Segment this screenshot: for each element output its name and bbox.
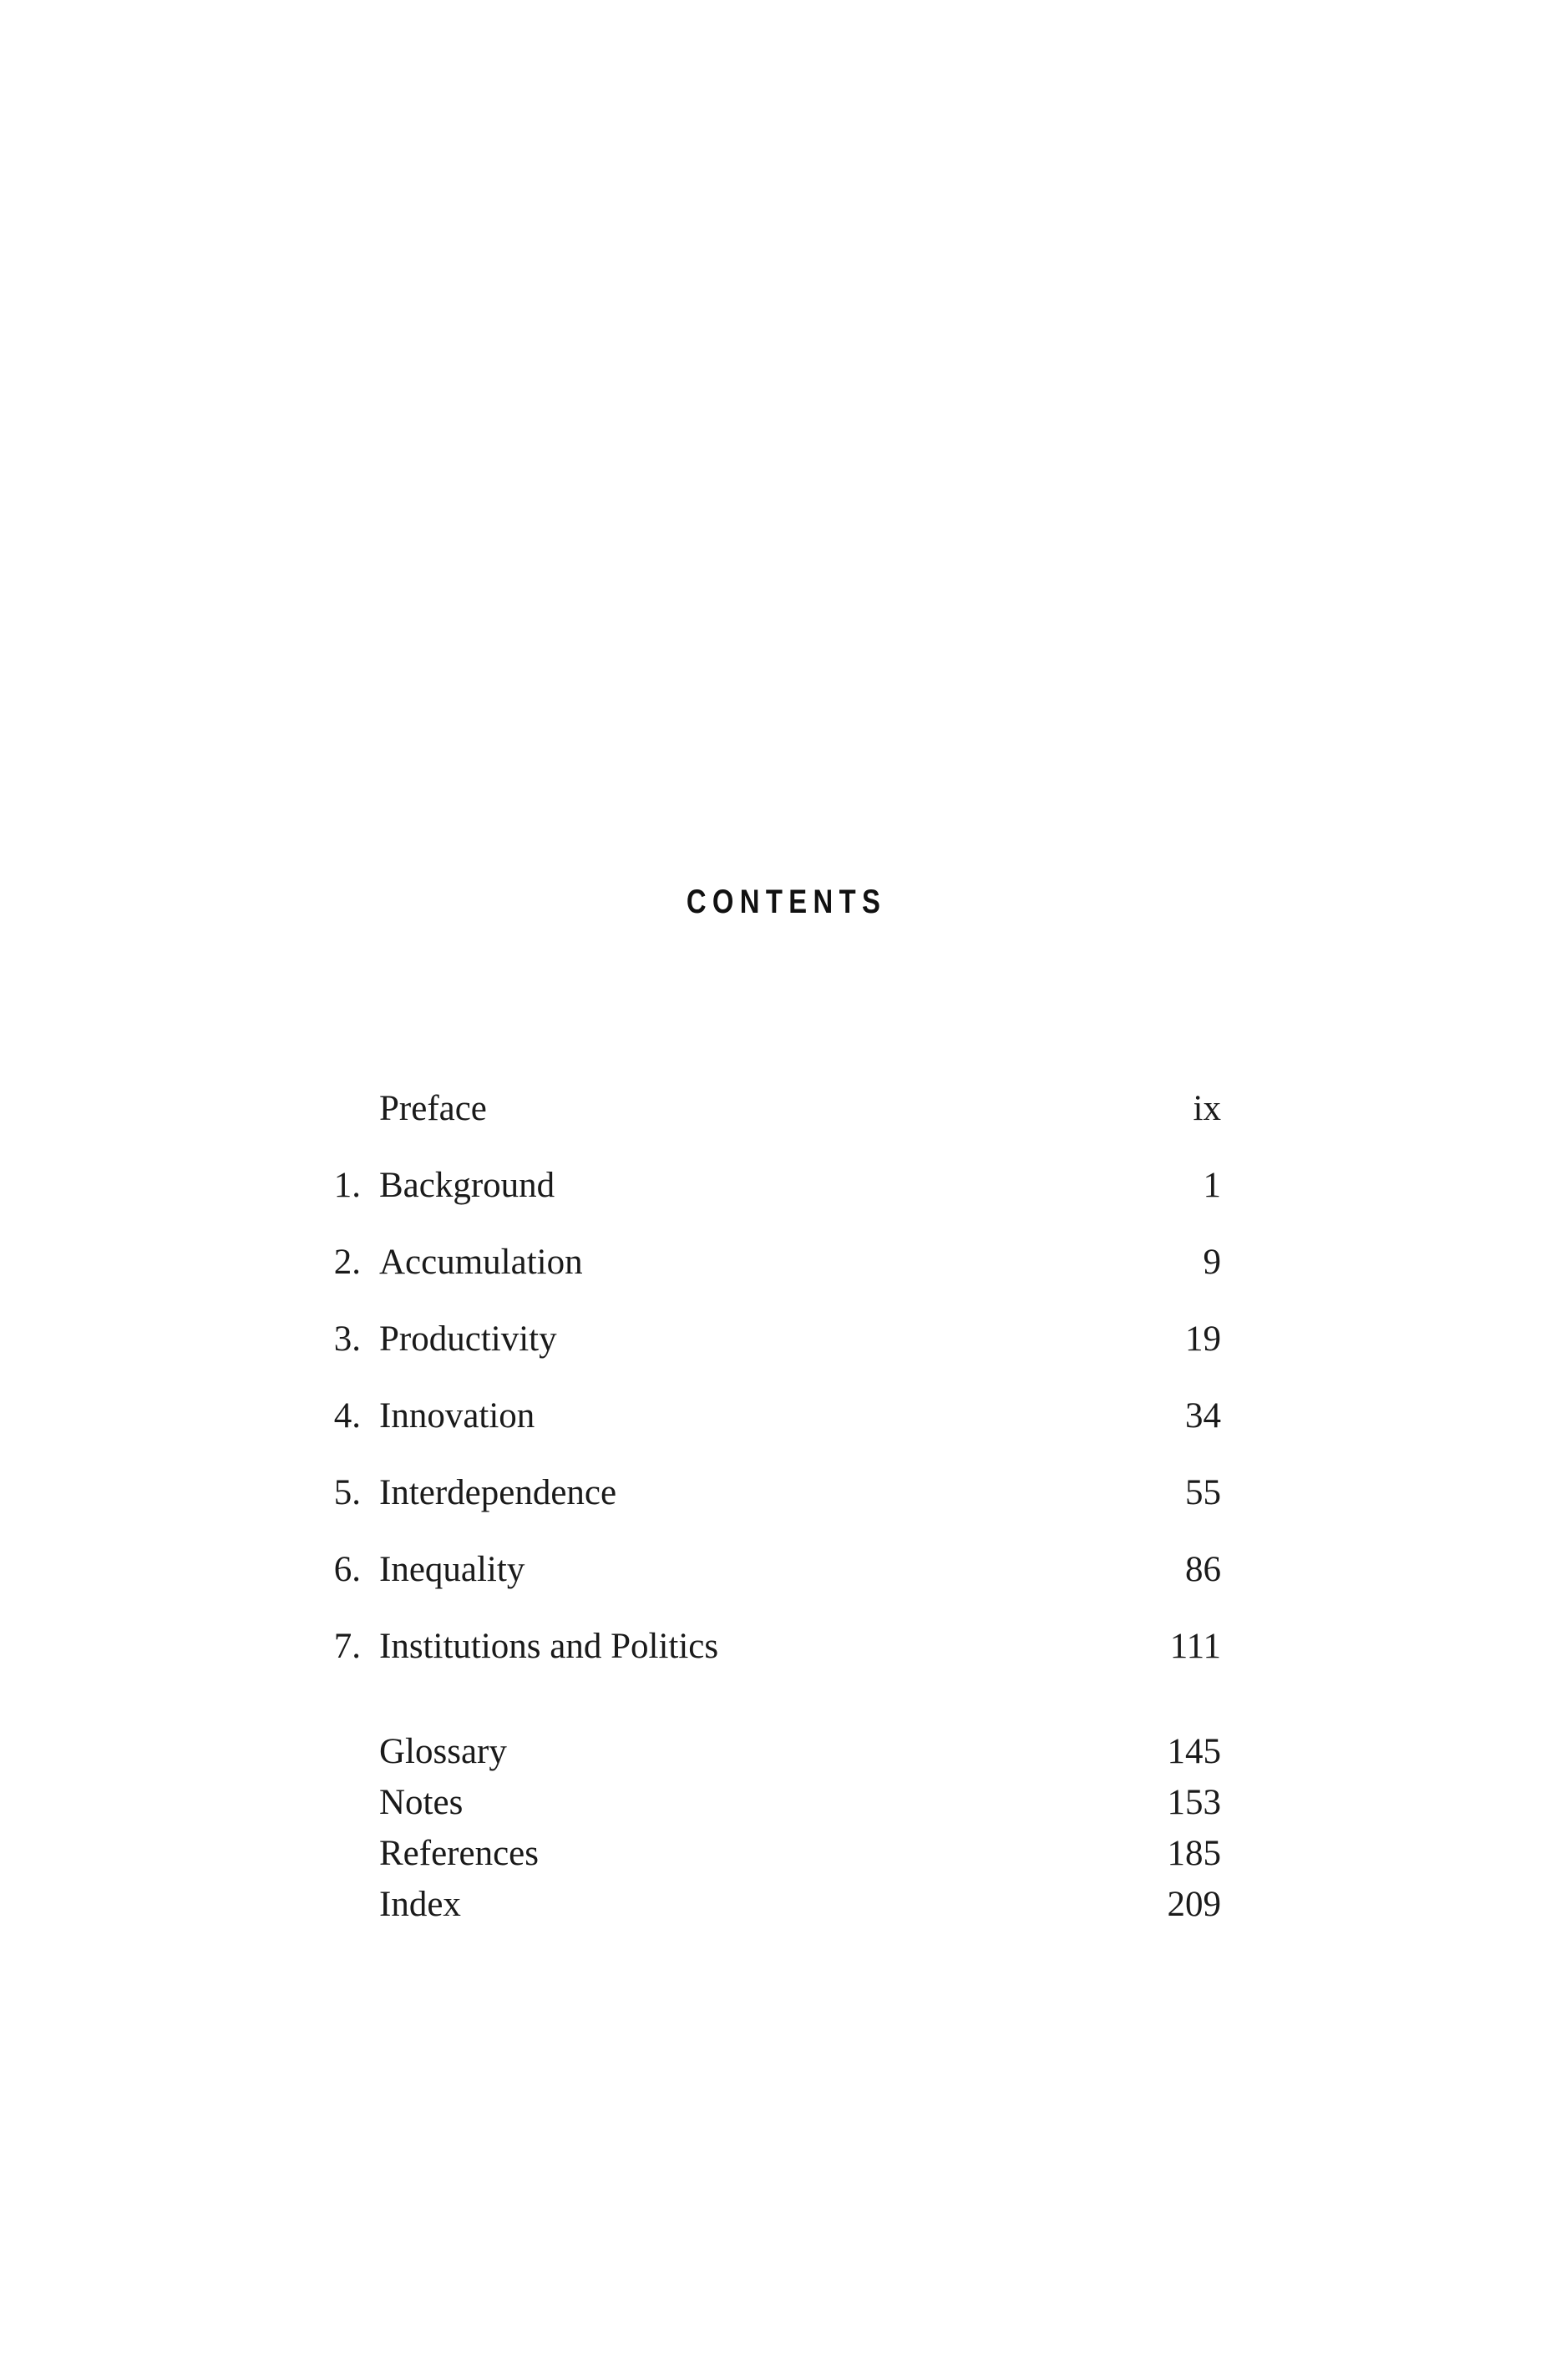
toc-entry-number: 6. [333, 1550, 361, 1589]
toc-entry-number: 5. [333, 1473, 361, 1512]
toc-entry-title: References [379, 1834, 539, 1873]
toc-entry-page: 145 [1167, 1732, 1221, 1771]
toc-entry-chapter-2[interactable] [0, 1238, 1566, 1288]
toc-entry-title: Glossary [379, 1732, 507, 1771]
toc-entry-title: Inequality [379, 1550, 525, 1589]
toc-entry-title: Preface [379, 1089, 487, 1128]
toc-entry-page: 34 [1185, 1396, 1221, 1436]
toc-entry-page: 111 [1169, 1627, 1221, 1666]
toc-entry-page: 153 [1167, 1783, 1221, 1822]
toc-entry-title: Background [379, 1166, 555, 1205]
toc-entry-chapter-4[interactable] [0, 1391, 1566, 1441]
toc-entry-title: Notes [379, 1783, 464, 1822]
toc-entry-title: Innovation [379, 1396, 535, 1436]
toc-entry-chapter-3[interactable] [0, 1314, 1566, 1365]
toc-entry-preface[interactable] [0, 1084, 1566, 1134]
toc-entry-chapter-5[interactable] [0, 1468, 1566, 1518]
toc-entry-number: 4. [333, 1396, 361, 1436]
toc-entry-number: 3. [333, 1319, 361, 1359]
toc-entry-notes[interactable] [0, 1778, 1566, 1828]
toc-entry-page: 185 [1167, 1834, 1221, 1873]
toc-entry-glossary[interactable] [0, 1727, 1566, 1777]
toc-entry-page: 55 [1185, 1473, 1221, 1512]
toc-entry-number: 7. [333, 1627, 361, 1666]
toc-entry-chapter-7[interactable] [0, 1622, 1566, 1672]
toc-entry-page: 86 [1185, 1550, 1221, 1589]
toc-entry-page: ix [1193, 1089, 1221, 1128]
toc-entry-page: 209 [1167, 1885, 1221, 1924]
toc-entry-page: 19 [1185, 1319, 1221, 1359]
toc-entry-title: Productivity [379, 1319, 557, 1359]
toc-entry-references[interactable] [0, 1829, 1566, 1879]
toc-entry-number: 2. [333, 1243, 361, 1282]
toc-entry-page: 9 [1203, 1243, 1221, 1282]
toc-entry-number: 1. [333, 1166, 361, 1205]
toc-entry-chapter-1[interactable] [0, 1161, 1566, 1211]
toc-entry-title: Interdependence [379, 1473, 617, 1512]
toc-entry-title: Accumulation [379, 1243, 583, 1282]
toc-entry-index[interactable] [0, 1880, 1566, 1930]
toc-entry-title: Institutions and Politics [379, 1627, 719, 1666]
contents-heading: CONTENTS [686, 884, 887, 920]
toc-entry-chapter-6[interactable] [0, 1545, 1566, 1595]
toc-entry-page: 1 [1203, 1166, 1221, 1205]
toc-entry-title: Index [379, 1885, 461, 1924]
